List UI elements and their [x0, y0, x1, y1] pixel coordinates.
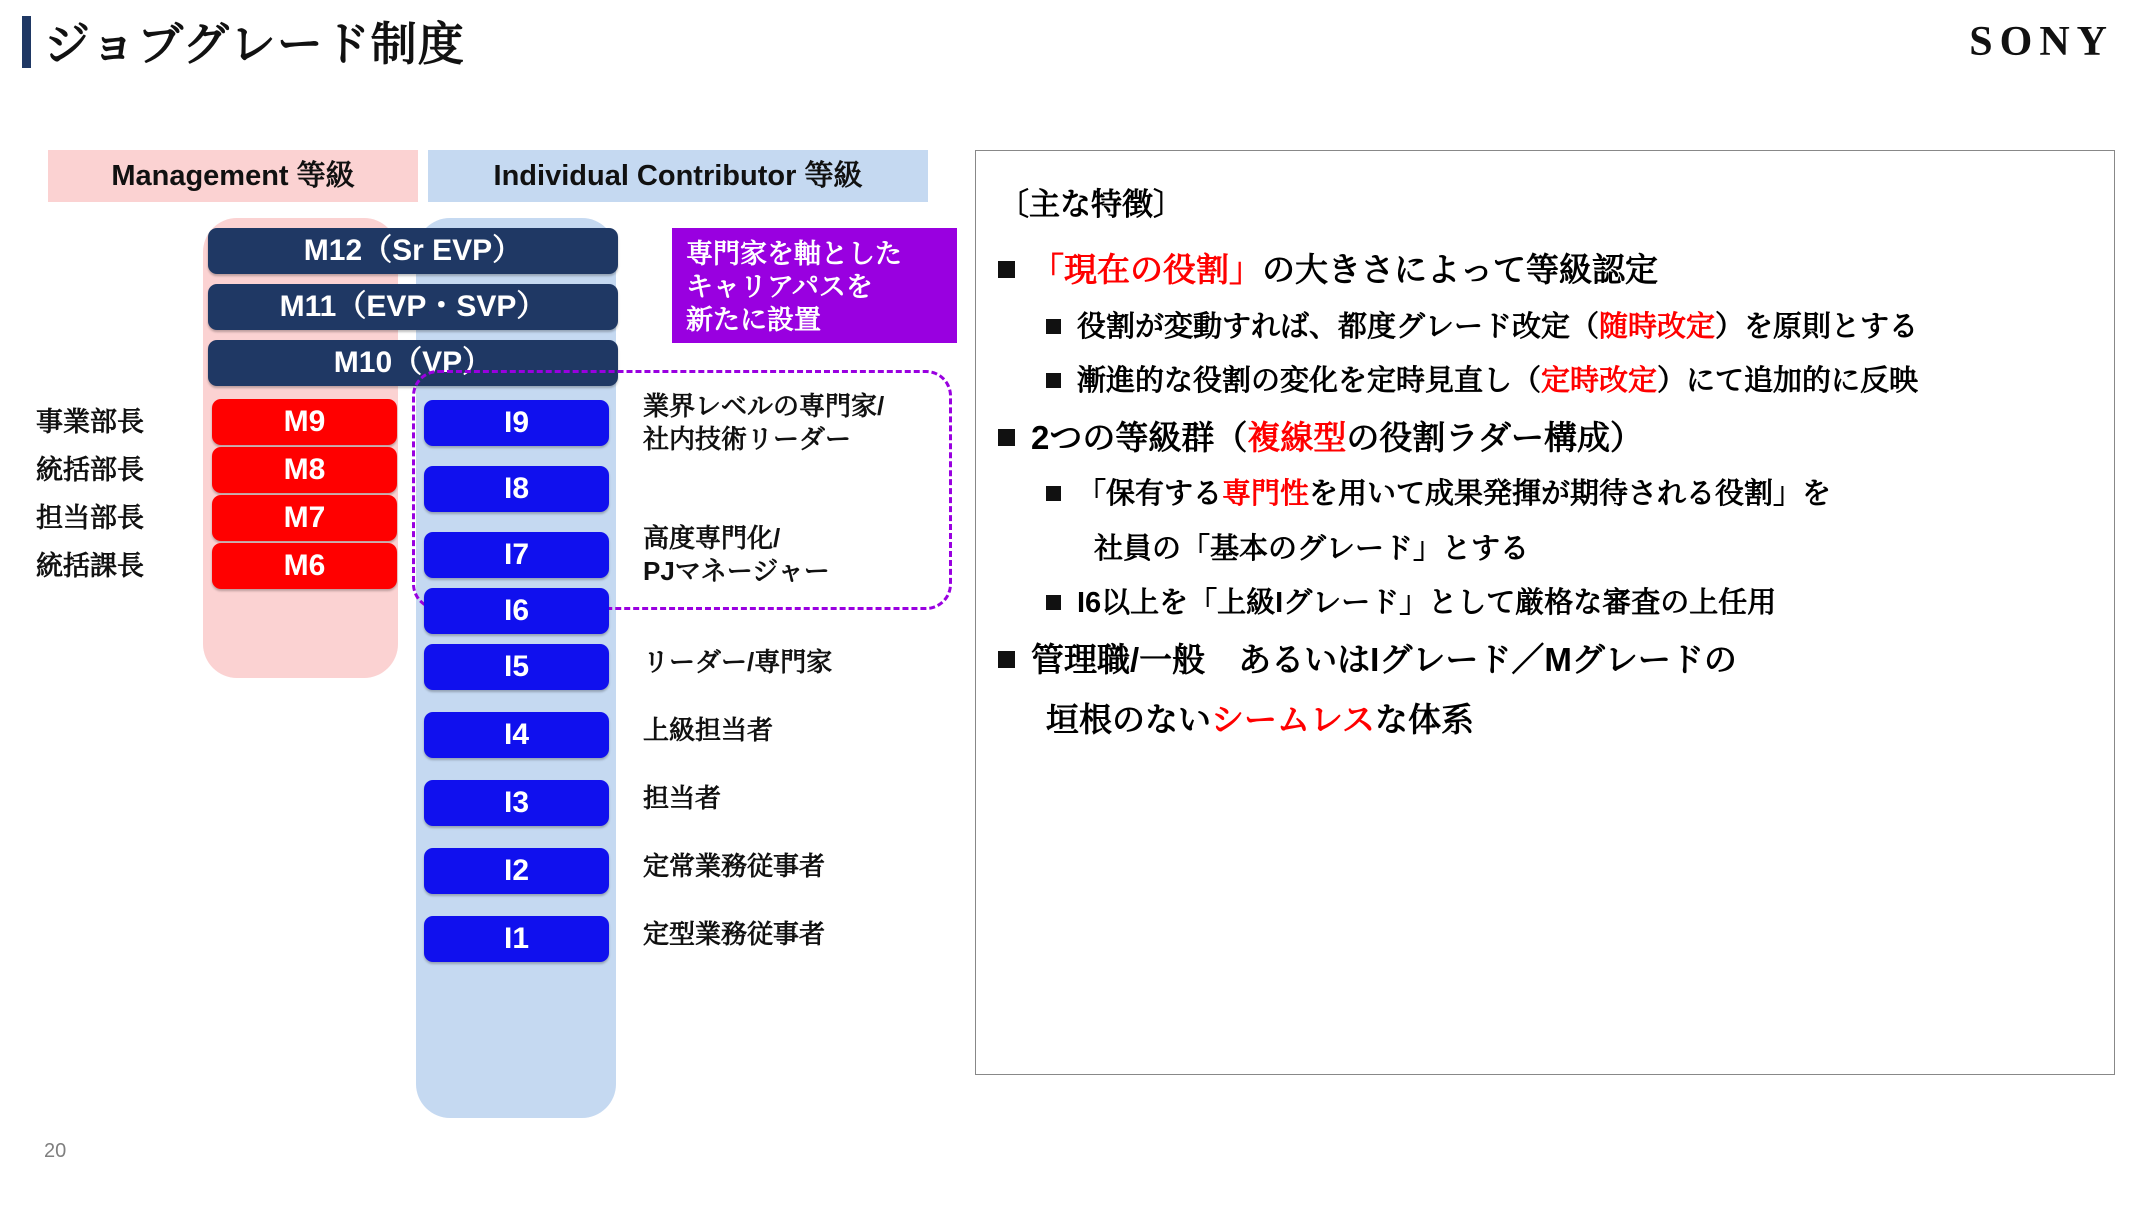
grade-box-i9: I9: [424, 400, 609, 446]
page-number: 20: [44, 1140, 67, 1162]
sony-logo: SONY: [1969, 19, 2114, 65]
job-grade-diagram: [0, 100, 960, 1100]
feature-1-rest: の大きさによって等級認定: [1262, 251, 1658, 288]
desc-i4: 上級担当者: [643, 715, 774, 745]
feature-item-1-sub-2: [1046, 361, 2096, 402]
feature-item-2: [998, 416, 2096, 461]
bullet-square-icon: [1046, 373, 1061, 388]
grade-box-i7: I7: [424, 532, 609, 578]
bullet-square-icon: [998, 651, 1015, 668]
role-label-m9: 事業部長: [36, 407, 144, 437]
role-label-m7: 担当部長: [36, 503, 144, 533]
feature-item-3: [998, 638, 2096, 683]
bullet-square-icon: [1046, 595, 1061, 610]
desc-i7: 高度専門化/ PJマネージャー: [643, 523, 830, 586]
grade-box-i2: I2: [424, 848, 609, 894]
grade-box-i5: I5: [424, 644, 609, 690]
grade-box-i8: I8: [424, 466, 609, 512]
slide-header: [0, 0, 2150, 100]
feature-3-cont-pre: 垣根のない: [1046, 700, 1211, 738]
grade-box-i1: I1: [424, 916, 609, 962]
grade-box-i4: I4: [424, 712, 609, 758]
feature-2-post: の役割ラダー構成）: [1346, 418, 1644, 456]
grade-box-m11: M11（EVP・SVP）: [208, 284, 618, 330]
feature-2-sub-1-red: 専門性: [1222, 478, 1310, 511]
feature-item-2-sub-2: [1046, 583, 2096, 624]
feature-1-sub-1-post: ）を原則とする: [1715, 310, 1919, 343]
feature-1-sub-2-pre: 漸進的な役割の変化を定時見直し（: [1077, 365, 1542, 398]
feature-2-sub-1-post: を用いて成果発揮が期待される役割」を: [1309, 478, 1832, 511]
role-label-m8: 統括部長: [36, 455, 144, 485]
feature-item-3-continued: [1046, 697, 2096, 743]
page-title: ジョブグレード制度: [44, 18, 465, 70]
feature-2-sub-2-text: I6以上を「上級Iグレード」として厳格な審査の上任用: [1077, 587, 1777, 620]
desc-i2: 定常業務従事者: [643, 851, 826, 881]
feature-1-sub-2-post: ）にて追加的に反映: [1657, 365, 1919, 398]
desc-i1: 定型業務従事者: [643, 919, 826, 949]
feature-3-cont-red: シームレス: [1211, 700, 1376, 738]
desc-i3: 担当者: [643, 783, 722, 813]
feature-2-sub-1-pre: 「保有する: [1077, 478, 1223, 511]
bullet-square-icon: [1046, 486, 1061, 501]
feature-1-sub-1-red: 随時改定: [1599, 310, 1716, 343]
feature-2-pre: 2つの等級群（: [1031, 418, 1248, 456]
bullet-square-icon: [998, 261, 1015, 278]
title-accent-bar: [22, 16, 31, 68]
feature-item-1-sub-1: [1046, 307, 2096, 348]
bullet-square-icon: [998, 429, 1015, 446]
grade-box-m7: M7: [212, 495, 397, 541]
grade-box-i6: I6: [424, 588, 609, 634]
grade-box-i3: I3: [424, 780, 609, 826]
feature-3-text: 管理職/一般 あるいはIグレード／Mグレードの: [1031, 641, 1737, 679]
feature-item-1: [998, 248, 2096, 293]
feature-1-sub-2-red: 定時改定: [1541, 365, 1658, 398]
feature-1-sub-1-pre: 役割が変動すれば、都度グレード改定（: [1077, 310, 1600, 343]
grade-box-m9: M9: [212, 399, 397, 445]
feature-3-cont-post: な体系: [1375, 700, 1475, 738]
desc-i5: リーダー/専門家: [643, 647, 833, 677]
feature-item-2-sub-1: [1046, 474, 2096, 515]
grade-box-m10: M10（VP）: [208, 340, 618, 386]
ic-column-header: Individual Contributor 等級: [428, 150, 928, 202]
feature-1-red: 「現在の役割」: [1031, 251, 1262, 288]
grade-box-m6: M6: [212, 543, 397, 589]
features-panel: [975, 150, 2115, 1075]
features-title: 〔主な特徴〕: [998, 187, 1184, 222]
role-label-m6: 統括課長: [36, 551, 144, 581]
grade-box-m8: M8: [212, 447, 397, 493]
management-column-header: Management 等級: [48, 150, 418, 202]
career-path-note: 専門家を軸とした キャリアパスを 新たに設置: [672, 228, 957, 343]
feature-2-red: 複線型: [1247, 418, 1347, 456]
bullet-square-icon: [1046, 319, 1061, 334]
grade-box-m12: M12（Sr EVP）: [208, 228, 618, 274]
desc-i9: 業界レベルの専門家/ 社内技術リーダー: [643, 391, 885, 454]
feature-item-2-sub-1-continued: 社員の「基本のグレード」とする: [1094, 532, 1530, 565]
